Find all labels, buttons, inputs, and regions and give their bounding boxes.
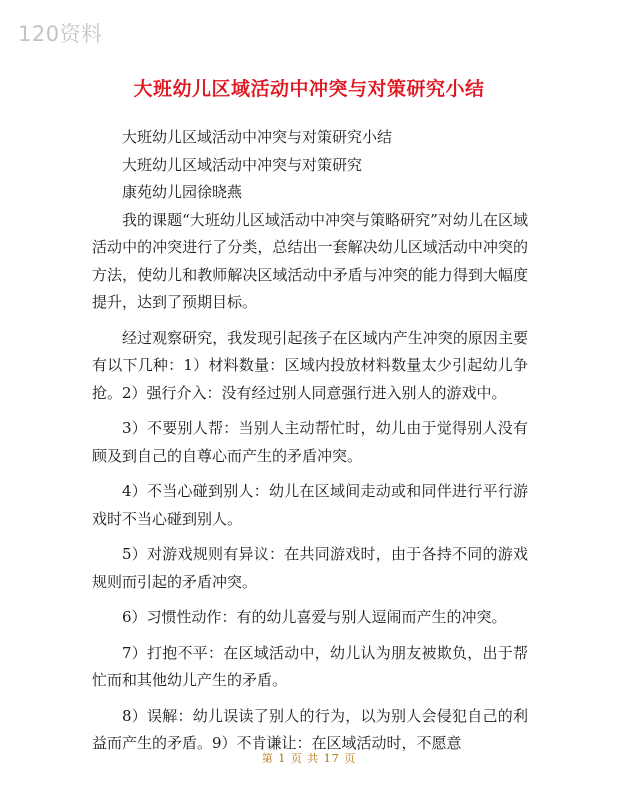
paragraph-cause-7: 7）打抱不平：在区域活动中，幼儿认为朋友被欺负，出于帮忙而和其他幼儿产生的矛盾。 — [92, 643, 528, 689]
paragraph-cause-3: 3）不要别人帮：当别人主动帮忙时，幼儿由于觉得别人没有顾及到自己的自尊心而产生的矛盾冲突。 — [92, 419, 528, 465]
document-body — [92, 124, 528, 758]
paragraph-subtitle: 大班幼儿区域活动中冲突与对策研究小结 — [122, 128, 393, 146]
paragraph-cause-6: 6）习惯性动作：有的幼儿喜爱与别人逗闹而产生的冲突。 — [122, 608, 507, 626]
watermark-logo: 120资料 — [18, 22, 103, 46]
paragraph-cause-5: 5）对游戏规则有异议：在共同游戏时，由于各持不同的游戏规则而引起的矛盾冲突。 — [92, 545, 528, 591]
document-title: 大班幼儿区域活动中冲突与对策研究小结 — [133, 78, 485, 100]
paragraph-causes: 经过观察研究，我发现引起孩子在区域内产生冲突的原因主要有以下几种：1）材料数量：区域内投放材料数量太少引起幼儿争抢。2）强行介入：没有经过别人同意强行进入别人的游戏中。 — [92, 328, 528, 402]
page-number-footer: 第 1 页 共 17 页 — [261, 752, 357, 765]
paragraph-author: 康苑幼儿园徐晓燕 — [122, 183, 243, 201]
paragraph-topic: 大班幼儿区域活动中冲突与对策研究 — [122, 155, 363, 174]
paragraph-cause-8-9: 8）误解：幼儿误读了别人的行为，以为别人会侵犯自己的利益而产生的矛盾。9）不肯谦让：在区域活动时，不愿意 — [92, 706, 528, 752]
paragraph-cause-4: 4）不当心碰到别人：幼儿在区域间走动或和同伴进行平行游戏时不当心碰到别人。 — [92, 482, 528, 528]
paragraph-intro: 我的课题“大班幼儿区域活动中冲突与策略研究”对幼儿在区域活动中的冲突进行了分类，总结出一套解决幼儿区域活动中冲突的方法，使幼儿和教师解决区域活动中矛盾与冲突的能力得到大幅度提升，达到了预期目标。 — [92, 210, 528, 311]
